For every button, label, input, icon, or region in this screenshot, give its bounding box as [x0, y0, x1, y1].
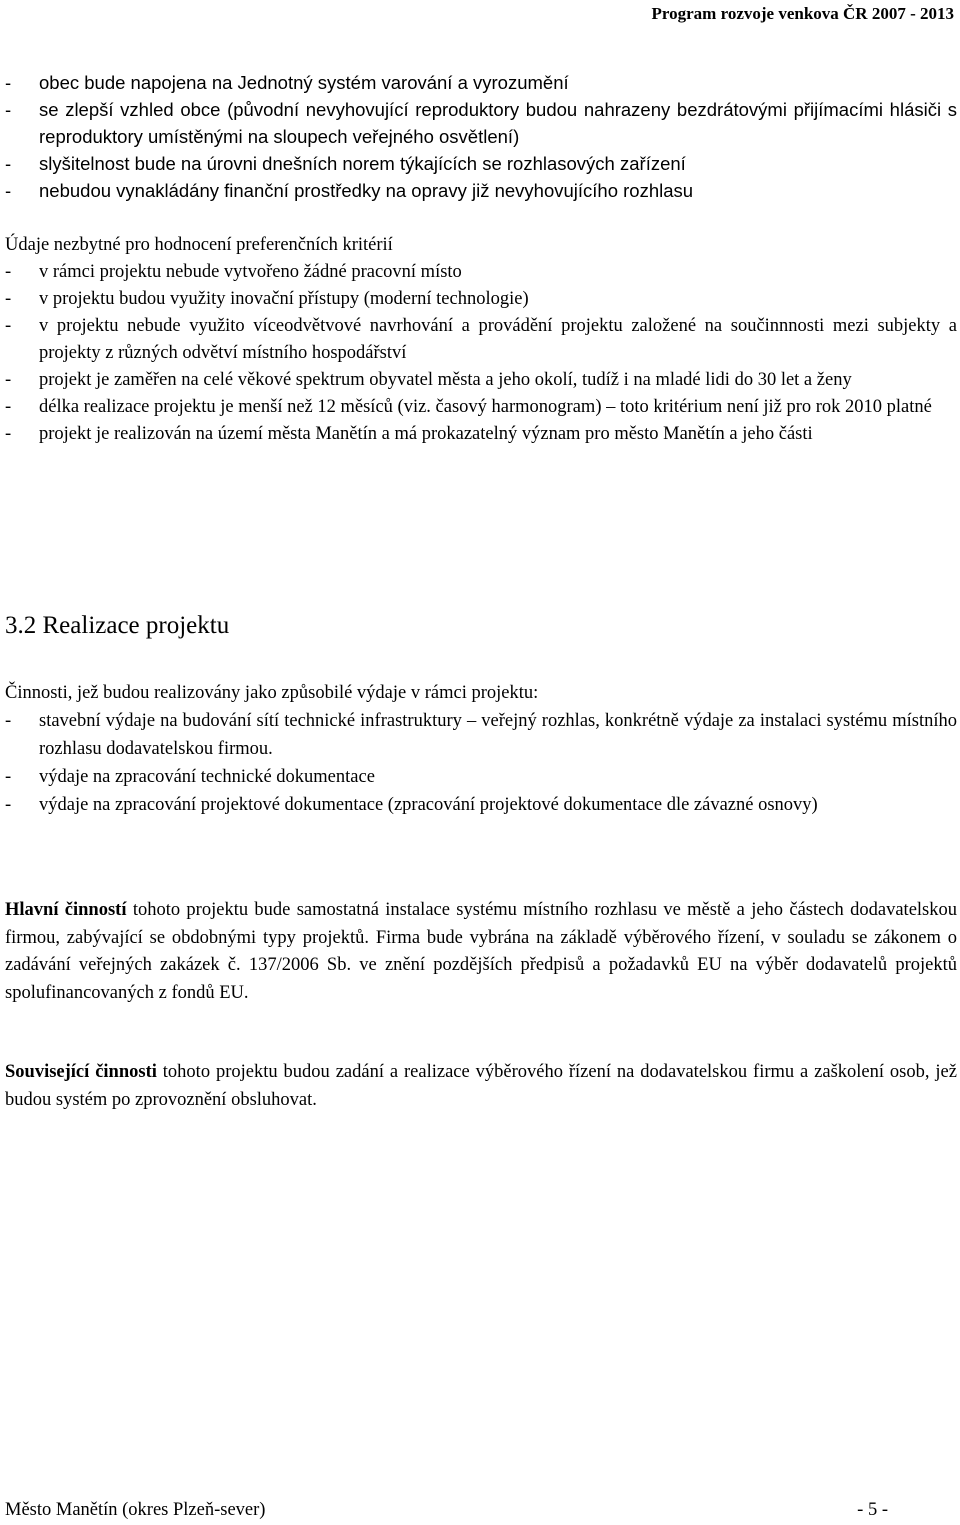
related-activity-block — [5, 1059, 957, 1114]
intro-list — [5, 69, 957, 204]
list-item: - nebudou vynakládány finanční prostředky na opravy již nevyhovujícího rozhlasu — [5, 177, 957, 204]
list-item: - projekt je zaměřen na celé věkové spektrum obyvatel města a jeho okolí, tudíž i na mladé lidi do 30 let a ženy — [5, 367, 957, 394]
list-item: - stavební výdaje na budování sítí technické infrastruktury – veřejný rozhlas, konkrétně výdaje za instalaci systému místního rozhlasu dodavatelskou firmou. — [5, 707, 957, 763]
intro-list-block — [5, 69, 957, 204]
related-activity-text: tohoto projektu budou zadání a realizace výběrového řízení na dodavatelskou firmu a zaškolení osob, jež budou systém po zprovoznění obsluhovat. — [5, 1062, 957, 1110]
list-item: - obec bude napojena na Jednotný systém varování a vyrozumění — [5, 69, 957, 96]
page-header: Program rozvoje venkova ČR 2007 - 2013 — [651, 4, 954, 23]
criteria-list — [5, 259, 957, 448]
related-activity-label: Související činnosti — [5, 1062, 157, 1082]
criteria-title: Údaje nezbytné pro hodnocení preferenčních kritérií — [5, 235, 393, 255]
section-heading: 3.2 Realizace projektu — [5, 612, 230, 639]
list-item: - výdaje na zpracování projektové dokumentace (zpracování projektové dokumentace dle závazné osnovy) — [5, 791, 957, 819]
footer-municipality: Město Manětín (okres Plzeň-sever) — [5, 1500, 266, 1520]
list-item: - výdaje na zpracování technické dokumentace — [5, 763, 957, 791]
list-item: - v projektu budou využity inovační přístupy (moderní technologie) — [5, 286, 957, 313]
activities-title: Činnosti, jež budou realizovány jako způsobilé výdaje v rámci projektu: — [5, 683, 539, 703]
page-number: - 5 - — [857, 1500, 888, 1520]
activities-block — [5, 679, 957, 819]
list-item: - v rámci projektu nebude vytvořeno žádné pracovní místo — [5, 259, 957, 286]
main-activity-text: tohoto projektu bude samostatná instalace systému místního rozhlasu ve městě a jeho částech dodavatelskou firmou, zabývající se obdobnými typy projektů. Firma bude vybrána na základě výběrového řízení, v souladu se zákonem o zadávání veřejných zakázek č. 137/2006 Sb. ve znění pozdějších předpisů a požadavků EU na výběr dodavatelů projektů spolufinancovaných z fondů EU. — [5, 900, 958, 1003]
main-activity-label: Hlavní činností — [5, 900, 127, 920]
list-item: - se zlepší vzhled obce (původní nevyhovující reproduktory budou nahrazeny bezdrátovými přijímacími hlásiči s reproduktory umístěnými na sloupech veřejného osvětlení) — [5, 96, 957, 150]
main-activity-paragraph — [5, 897, 957, 1007]
list-item: - projekt je realizován na území města Manětín a má prokazatelný význam pro město Manětín a jeho části — [5, 421, 957, 448]
main-activity-block — [5, 897, 957, 1007]
activities-list — [5, 707, 957, 819]
related-activity-paragraph — [5, 1059, 957, 1114]
criteria-block — [5, 232, 957, 448]
list-item: - délka realizace projektu je menší než 12 měsíců (viz. časový harmonogram) – toto kritérium není již pro rok 2010 platné — [5, 394, 957, 421]
list-item: - slyšitelnost bude na úrovni dnešních norem týkajících se rozhlasových zařízení — [5, 150, 957, 177]
list-item: - v projektu nebude využito víceodvětvové navrhování a provádění projektu založené na součinnnosti mezi subjekty a projekty z různých odvětví místního hospodářství — [5, 313, 957, 367]
